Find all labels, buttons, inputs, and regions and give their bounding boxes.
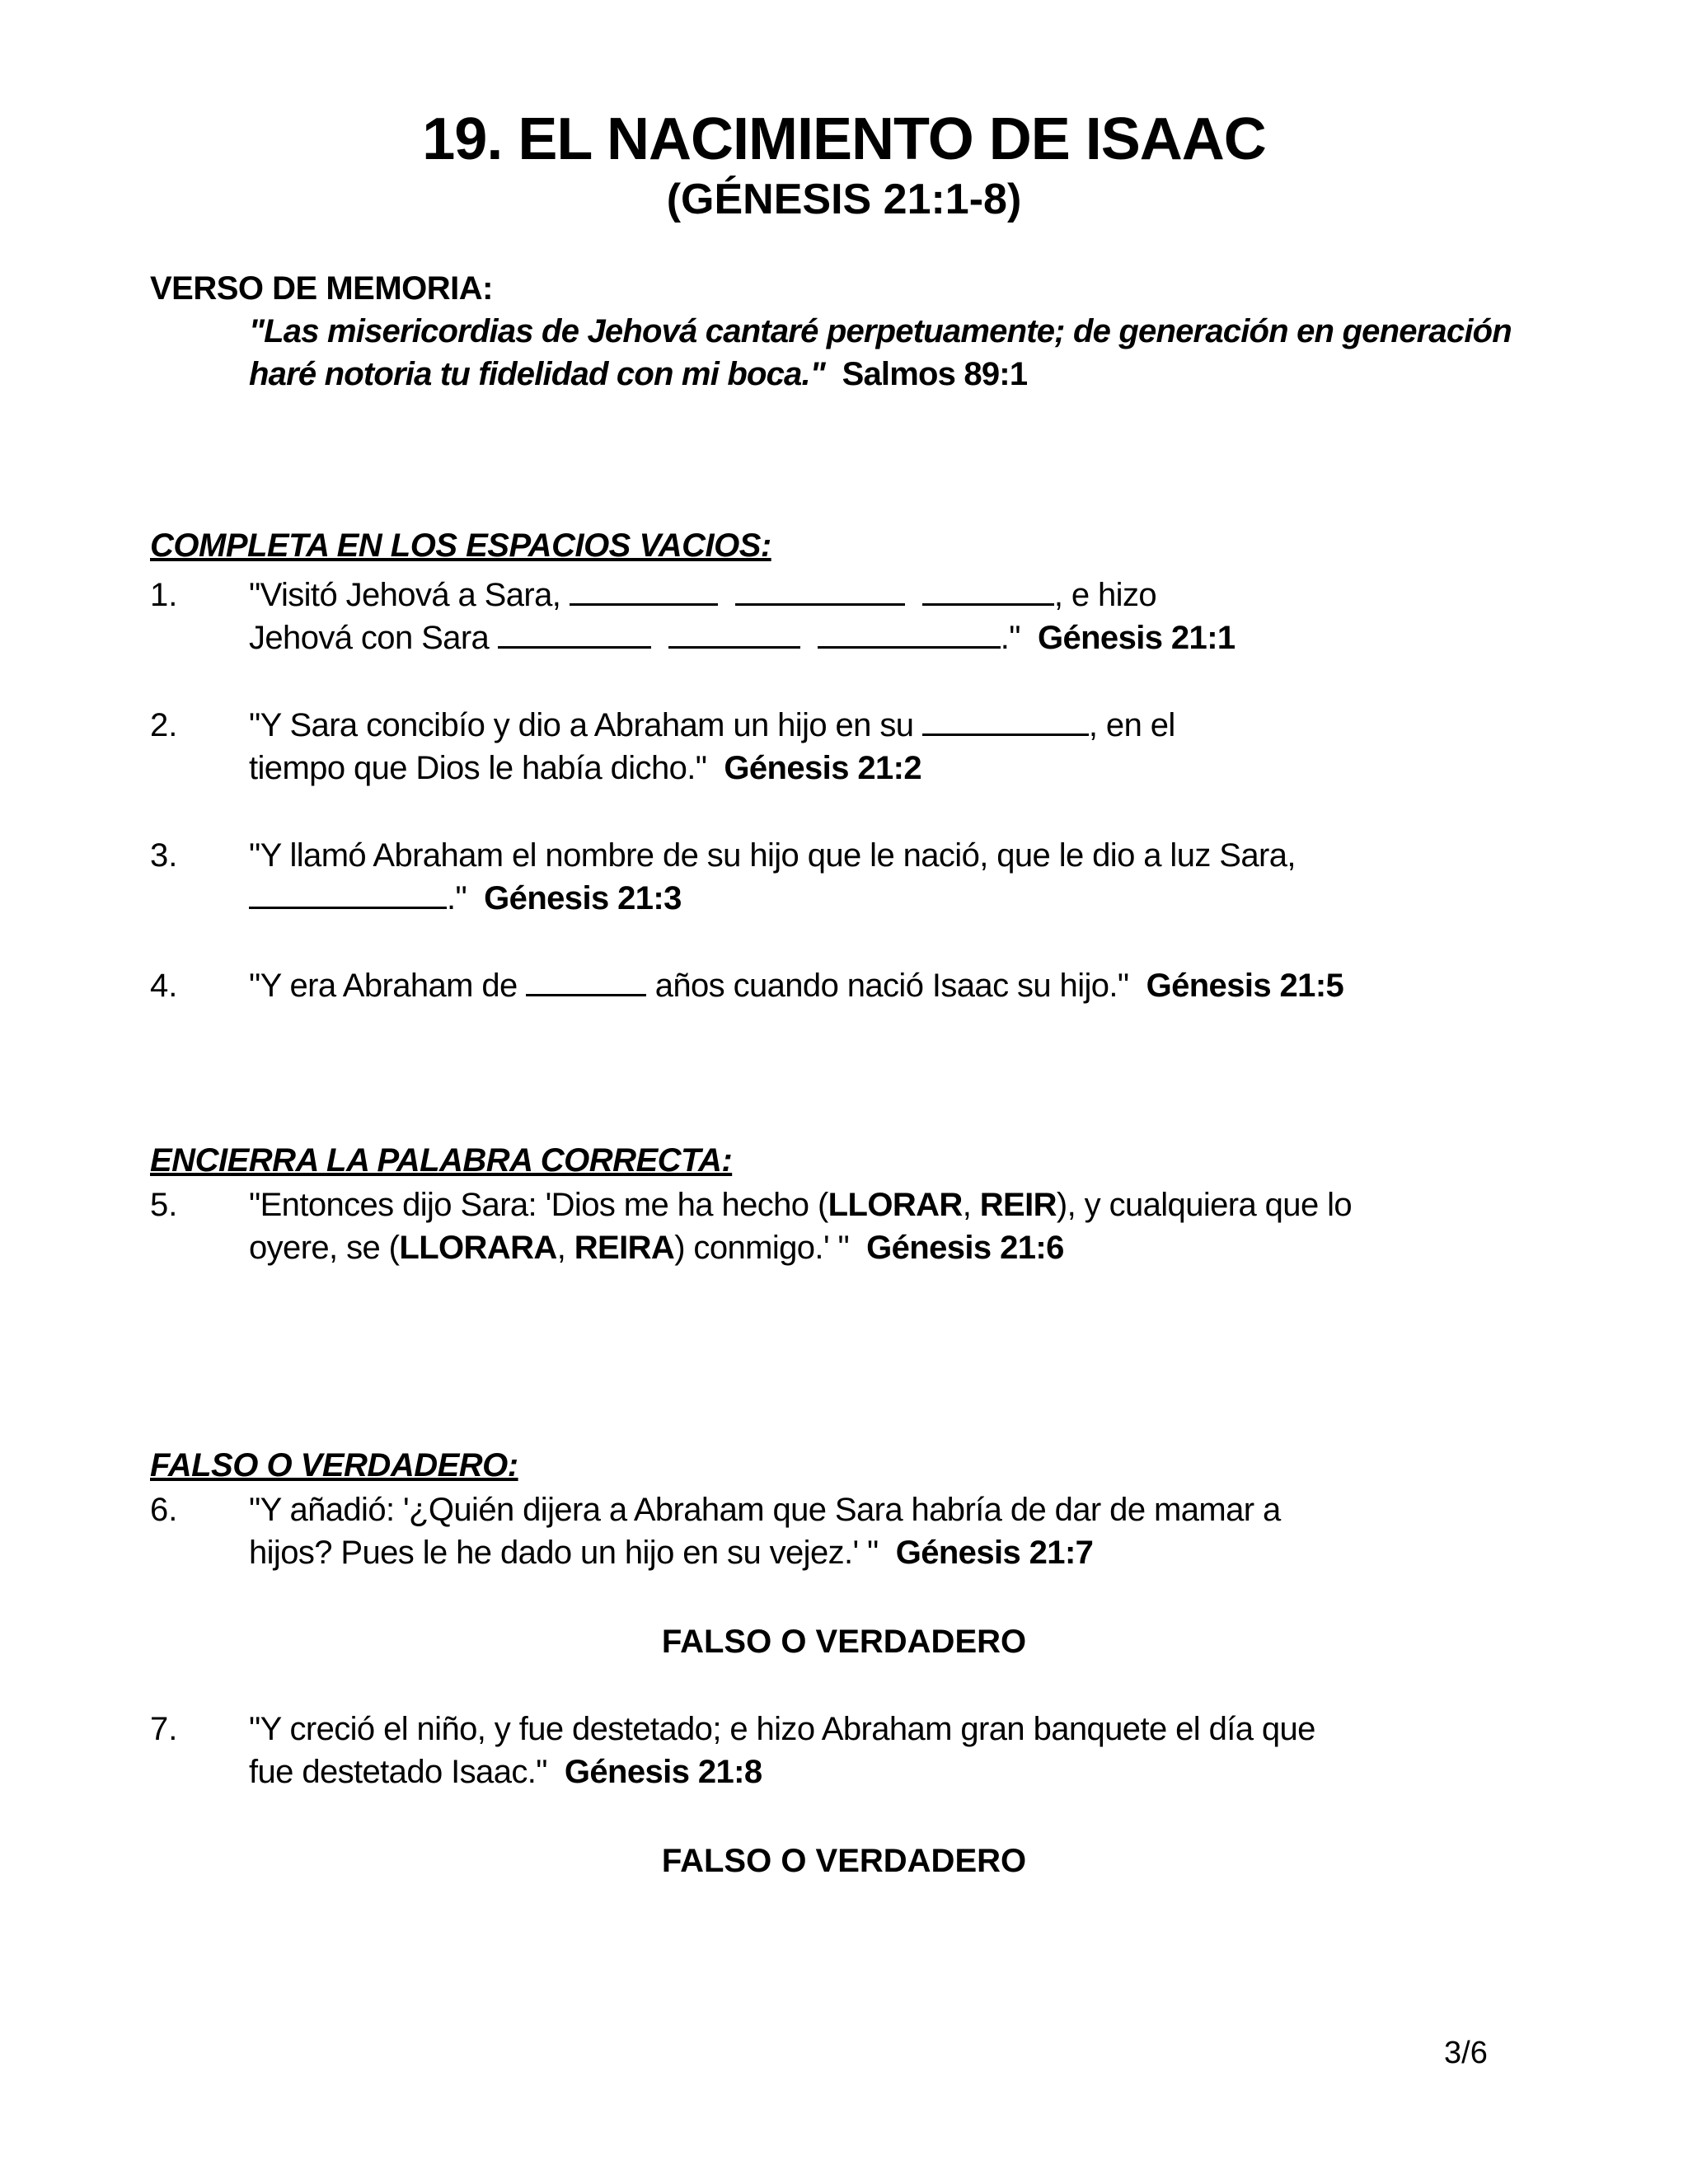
true-false-choice[interactable]: FALSO O VERDADERO xyxy=(661,1624,1027,1660)
question-number: 4. xyxy=(150,968,178,1004)
question-6-line-1: "Y añadió: '¿Quién dijera a Abraham que Sara habría de dar de mamar a xyxy=(249,1492,1281,1528)
section-fill-in-blanks: COMPLETA EN LOS ESPACIOS VACIOS: xyxy=(150,527,771,564)
question-6-line-2: hijos? Pues le he dado un hijo en su vejez.' " Génesis 21:7 xyxy=(249,1535,1094,1571)
question-2-line-2: tiempo que Dios le había dicho." Génesis 21:2 xyxy=(249,750,922,786)
true-false-choice[interactable]: FALSO O VERDADERO xyxy=(661,1843,1027,1879)
page-title: 19. EL NACIMIENTO DE ISAAC xyxy=(422,106,1266,172)
answer-blank[interactable] xyxy=(249,880,447,909)
answer-blank[interactable] xyxy=(570,577,718,606)
answer-blank[interactable] xyxy=(735,577,905,606)
scripture-reference: Génesis 21:2 xyxy=(724,750,922,786)
question-7-line-2: fue destetado Isaac." Génesis 21:8 xyxy=(249,1754,762,1790)
question-number: 5. xyxy=(150,1187,178,1223)
question-number: 3. xyxy=(150,837,178,874)
page-subtitle: (GÉNESIS 21:1-8) xyxy=(666,176,1022,223)
question-2-line-1: "Y Sara concibío y dio a Abraham un hijo en su , en el xyxy=(249,707,1175,743)
answer-blank[interactable] xyxy=(818,620,1001,649)
question-3-line-1: "Y llamó Abraham el nombre de su hijo que le nació, que le dio a luz Sara, xyxy=(249,837,1296,874)
section-true-false: FALSO O VERDADERO: xyxy=(150,1447,518,1483)
choice-word[interactable]: REIR xyxy=(979,1187,1057,1223)
choice-word[interactable]: LLORAR xyxy=(828,1187,963,1223)
question-7-line-1: "Y creció el niño, y fue destetado; e hizo Abraham gran banquete el día que xyxy=(249,1711,1315,1747)
memory-verse-line-2: haré notoria tu fidelidad con mi boca." Salmos 89:1 xyxy=(249,356,1028,392)
scripture-reference: Génesis 21:1 xyxy=(1037,620,1236,656)
question-number: 7. xyxy=(150,1711,178,1747)
answer-blank[interactable] xyxy=(668,620,800,649)
memory-verse-line-1: "Las misericordias de Jehová cantaré perpetuamente; de generación en generación xyxy=(249,313,1512,349)
answer-blank[interactable] xyxy=(526,968,646,996)
question-1-line-2: Jehová con Sara ." Génesis 21:1 xyxy=(249,620,1236,656)
scripture-reference: Génesis 21:3 xyxy=(484,880,682,916)
question-3-line-2: ." Génesis 21:3 xyxy=(249,880,682,917)
choice-word[interactable]: REIRA xyxy=(574,1230,675,1266)
scripture-reference: Génesis 21:6 xyxy=(866,1230,1064,1266)
memory-verse-reference: Salmos 89:1 xyxy=(842,356,1028,392)
page-number: 3/6 xyxy=(1444,2036,1488,2070)
scripture-reference: Génesis 21:8 xyxy=(564,1754,762,1790)
scripture-reference: Génesis 21:7 xyxy=(895,1535,1094,1571)
question-4-line-1: "Y era Abraham de años cuando nació Isaac su hijo." Génesis 21:5 xyxy=(249,968,1344,1004)
question-1-line-1: "Visitó Jehová a Sara, , e hizo xyxy=(249,577,1157,613)
question-5-line-2: oyere, se (LLORARA, REIRA) conmigo.' " Génesis 21:6 xyxy=(249,1230,1064,1266)
scripture-reference: Génesis 21:5 xyxy=(1146,968,1344,1004)
question-number: 1. xyxy=(150,577,178,613)
question-number: 2. xyxy=(150,707,178,743)
choice-word[interactable]: LLORARA xyxy=(399,1230,557,1266)
answer-blank[interactable] xyxy=(498,620,651,649)
memory-verse-label: VERSO DE MEMORIA: xyxy=(150,270,493,307)
section-circle-word: ENCIERRA LA PALABRA CORRECTA: xyxy=(150,1142,733,1179)
answer-blank[interactable] xyxy=(922,577,1054,606)
answer-blank[interactable] xyxy=(922,707,1089,736)
question-number: 6. xyxy=(150,1492,178,1528)
question-5-line-1: "Entonces dijo Sara: 'Dios me ha hecho (LLORAR, REIR), y cualquiera que lo xyxy=(249,1187,1353,1223)
